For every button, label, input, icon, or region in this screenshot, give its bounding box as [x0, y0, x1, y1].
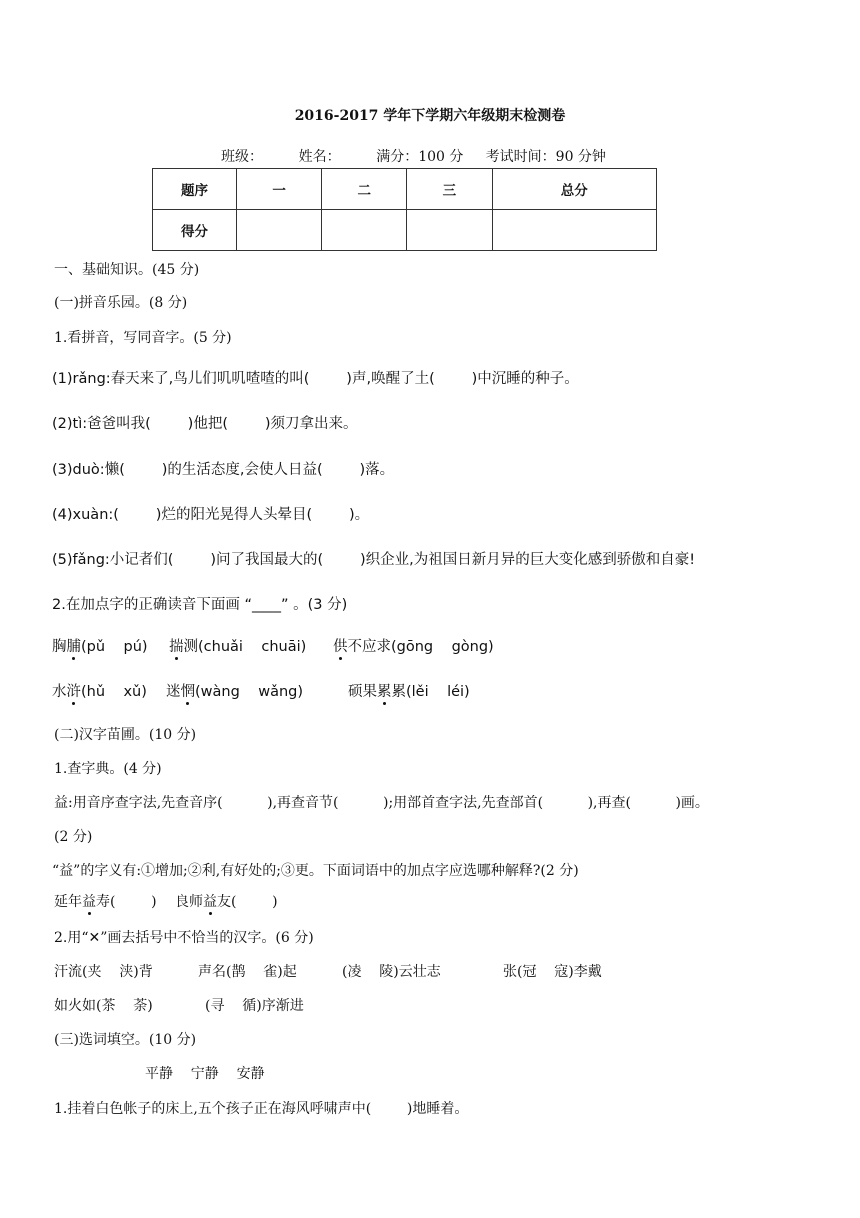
question-text: 1.挂着白色帐子的床上,五个孩子正在海风呼啸声中( )地睡着。	[54, 1101, 469, 1117]
reading-text: 不应求(gōng gòng)	[347, 639, 494, 655]
reading-text: 累(lěi léi)	[391, 684, 470, 700]
word-text: 良师	[175, 894, 203, 910]
page-title: 2016-2017 学年下学期六年级期末检测卷	[294, 108, 566, 124]
question-heading: 2.用“✕”画去括号中不恰当的汉字。(6 分)	[54, 930, 314, 946]
reading-item	[169, 635, 306, 656]
choose-item: 汗流(夹 浃)背	[54, 964, 153, 980]
section-heading: 一、基础知识。(45 分)	[54, 262, 200, 278]
question-heading: 1.查字典。(4 分)	[54, 761, 162, 777]
score-input-cell[interactable]	[322, 210, 407, 251]
table-cell: 三	[407, 169, 492, 210]
choose-item: (寻 循)序渐进	[205, 998, 304, 1014]
score-input-cell[interactable]	[492, 210, 656, 251]
dotted-char: 累	[377, 680, 392, 701]
time-label: 考试时间：90 分钟	[485, 149, 606, 165]
part-heading: (二)汉字苗圃。(10 分)	[54, 727, 197, 743]
dotted-char: 浒	[67, 680, 82, 701]
dotted-char: 供	[333, 635, 348, 656]
word-item	[54, 891, 157, 911]
reading-item	[52, 680, 147, 701]
word-text: 寿( )	[96, 894, 157, 910]
choose-item: 声名(鹊 雀)起	[198, 964, 297, 980]
reading-text: (pǔ pú)	[81, 639, 148, 655]
word-bank: 平静 宁静 安静	[145, 1066, 265, 1082]
score-input-cell[interactable]	[237, 210, 322, 251]
table-cell: 总分	[492, 169, 656, 210]
reading-item	[166, 680, 303, 701]
reading-text: 硕果	[348, 684, 377, 700]
reading-text: (hǔ xǔ)	[81, 684, 147, 700]
reading-text: 迷	[166, 684, 181, 700]
reading-text: (wàng wǎng)	[195, 684, 304, 700]
pinyin-item: (3)duò:懒( )的生活态度,会使人日益( )落。	[52, 462, 395, 478]
table-cell: 一	[237, 169, 322, 210]
pinyin-item: (5)fǎng:小记者们( )问了我国最大的( )织企业,为祖国日新月异的巨大变化感到骄傲和自豪!	[52, 552, 696, 568]
question-heading: 1.看拼音，写同音字。(5 分)	[54, 330, 232, 346]
exam-info	[221, 146, 606, 166]
word-item	[175, 891, 278, 911]
reading-item	[348, 680, 470, 701]
dotted-char: 揣	[169, 635, 184, 656]
reading-text: 测(chuǎi chuāi)	[183, 639, 307, 655]
choose-item: 如火如(茶 荼)	[54, 998, 153, 1014]
score-input-cell[interactable]	[407, 210, 492, 251]
full-score-label: 满分：100 分	[376, 149, 464, 165]
word-text: 友( )	[217, 894, 278, 910]
dotted-char: 惘	[181, 680, 196, 701]
name-label: 姓名：	[298, 149, 341, 165]
pinyin-item: (4)xuàn:( )烂的阳光晃得人头晕目( )。	[52, 507, 370, 523]
dotted-char: 脯	[67, 635, 82, 656]
reading-item	[333, 635, 494, 656]
pinyin-item: (2)tì:爸爸叫我( )他把( )须刀拿出来。	[52, 416, 358, 432]
class-label: 班级：	[221, 149, 263, 165]
part-heading: (一)拼音乐园。(8 分)	[54, 295, 188, 311]
score-table	[152, 168, 657, 251]
dotted-char: 益	[203, 891, 217, 911]
question-heading: 2.在加点字的正确读音下面画 “____” 。(3 分)	[52, 597, 348, 613]
dotted-char: 益	[82, 891, 96, 911]
pinyin-item: (1)rǎng:春天来了,鸟儿们叽叽喳喳的叫( )声,唤醒了土( )中沉睡的种子。	[52, 371, 579, 387]
reading-item	[52, 635, 148, 656]
table-row	[153, 169, 657, 210]
reading-text: 胸	[52, 639, 67, 655]
word-text: 延年	[54, 894, 82, 910]
part-heading: (三)选词填空。(10 分)	[54, 1032, 197, 1048]
choose-item: (凌 陵)云壮志	[342, 964, 441, 980]
table-cell: 题序	[153, 169, 237, 210]
question-text: “益”的字义有:①增加;②利,有好处的;③更。下面词语中的加点字应选哪种解释?(2 分)	[52, 863, 579, 879]
choose-item: 张(冠 寇)李戴	[503, 964, 602, 980]
table-cell: 得分	[153, 210, 237, 251]
question-text: 益:用音序查字法,先查音序( ),再查音节( );用部首查字法,先查部首( ),再查( )画。	[54, 795, 709, 811]
table-row	[153, 210, 657, 251]
question-text: (2 分)	[54, 829, 93, 845]
reading-text: 水	[52, 684, 67, 700]
table-cell: 二	[322, 169, 407, 210]
